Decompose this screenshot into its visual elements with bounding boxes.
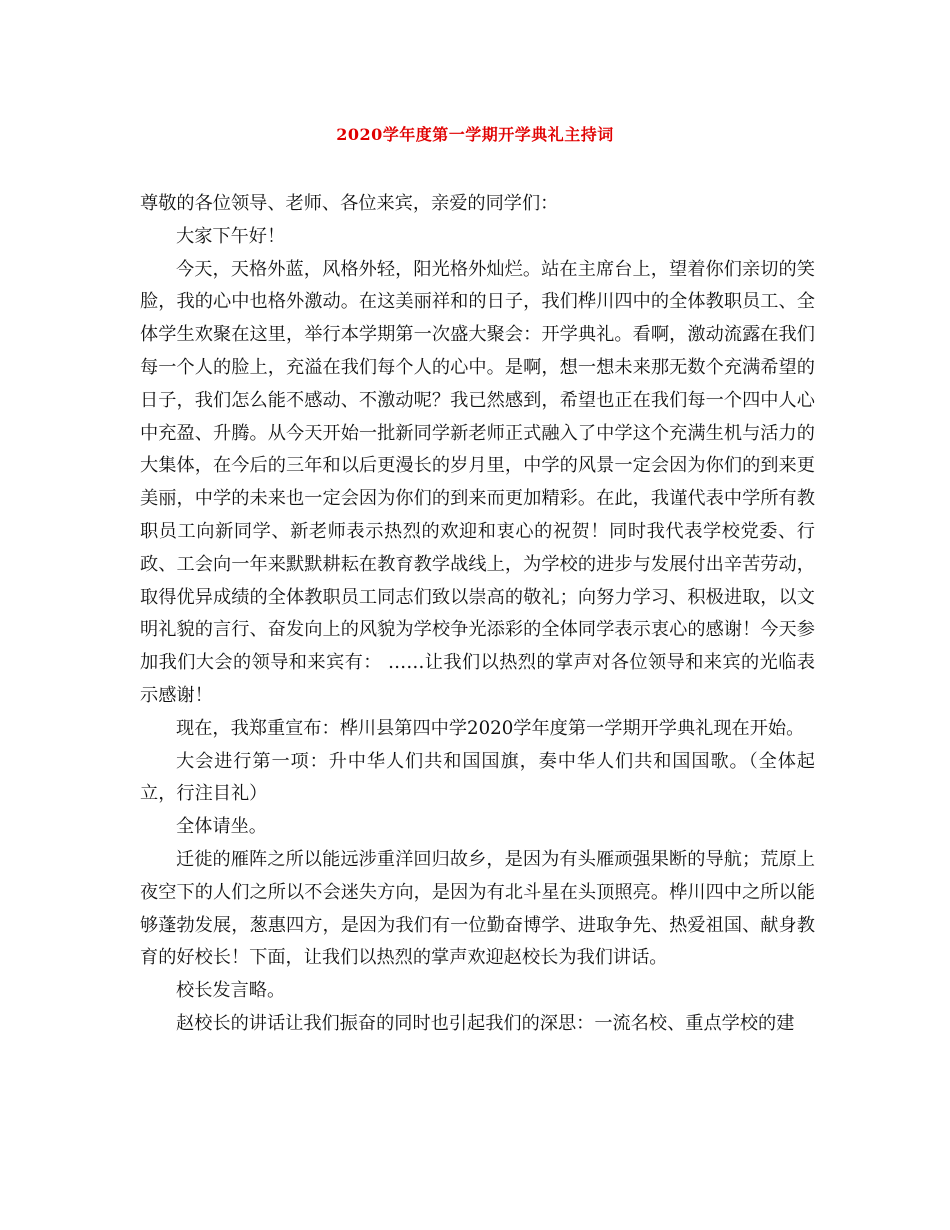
greeting-paragraph: 大家下午好！ [176,225,286,247]
agenda-item-paragraph: 大会进行第一项：升中华人们共和国国旗，奏中华人们共和国国歌。（全体起立，行注目礼） [140,750,815,805]
reflection-paragraph: 赵校长的讲话让我们振奋的同时也引起我们的深思：一流名校、重点学校的建 [176,1012,795,1034]
salutation-paragraph: 尊敬的各位领导、老师、各位来宾，亲爱的同学们： [140,193,559,214]
announcement-paragraph: 现在，我郑重宣布：桦川县第四中学2020学年度第一学期开学典礼现在开始。 [176,717,805,739]
principal-speech-paragraph: 校长发言略。 [176,980,286,1002]
principal-intro-paragraph: 迁徙的雁阵之所以能远涉重洋回归故乡，是因为有头雁顽强果断的导航；荒原上夜空下的人们之所以不会迷失方向，是因为有北斗星在头顶照亮。桦川四中之所以能够蓬勃发展，葱惠四方，是因为我们有一位勤奋博学、进取争先、热爱祖国、献身教育的好校长！下面，让我们以热烈的掌声欢迎赵校长为我们讲话。 [140,848,815,969]
opening-paragraph: 今天，天格外蓝，风格外轻，阳光格外灿烂。站在主席台上，望着你们亲切的笑脸，我的心中也格外激动。在这美丽祥和的日子，我们桦川四中的全体教职员工、全体学生欢聚在这里，举行本学期第一次盛大聚会：开学典礼。看啊，激动流露在我们每一个人的脸上，充溢在我们每个人的心中。是啊，想一想未来那无数个充满希望的日子，我们怎么能不感动、不激动呢？我已然感到，希望也正在我们每一个四中人心中充盈、升腾。从今天开始一批新同学新老师正式融入了中学这个充满生机与活力的大集体，在今后的三年和以后更漫长的岁月里，中学的风景一定会因为你们的到来更美丽，中学的未来也一定会因为你们的到来而更加精彩。在此，我谨代表中学所有教职员工向新同学、新老师表示热烈的欢迎和衷心的祝贺！同时我代表学校党委、行政、工会向一年来默默耕耘在教育教学战线上，为学校的进步与发展付出辛苦劳动，取得优异成绩的全体教职员工同志们致以崇高的敬礼；向努力学习、积极进取，以文明礼貌的言行、奋发向上的风貌为学校争光添彩的全体同学表示衷心的感谢！今天参加我们大会的领导和来宾有： ……让我们以热烈的掌声对各位领导和来宾的光临表示感谢！ [140,258,815,706]
please-sit-paragraph: 全体请坐。 [176,816,267,838]
document-body [140,188,815,1041]
document-title: 2020学年度第一学期开学典礼主持词 [336,125,614,144]
